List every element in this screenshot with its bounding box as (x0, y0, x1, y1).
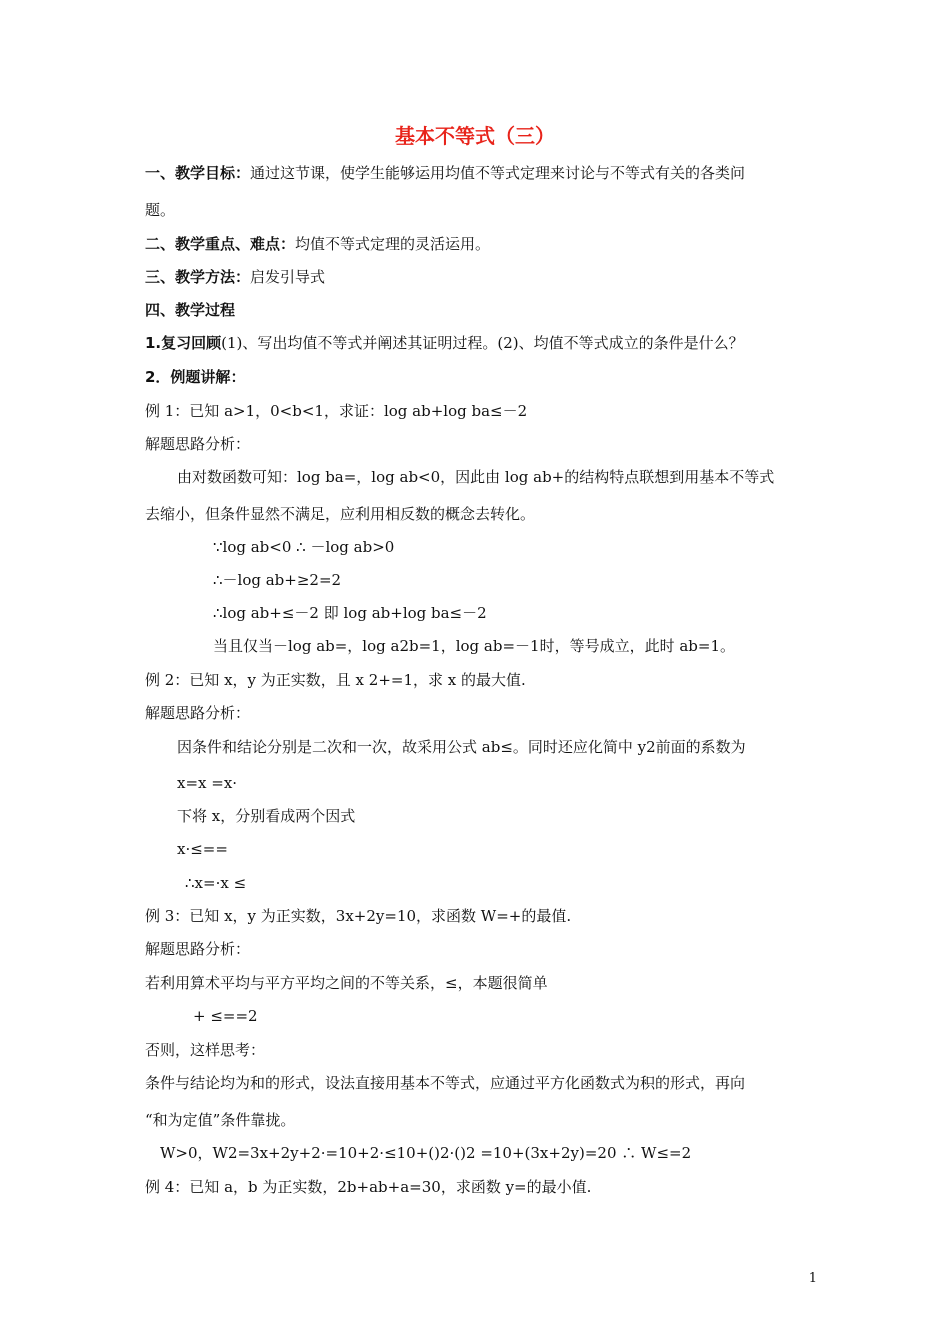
text-line: 条件与结论均为和的形式，设法直接用基本不等式，应通过平方化函数式为积的形式，再向 (145, 1074, 746, 1092)
method-label: 三、教学方法： (145, 268, 251, 286)
examples-heading: 2．例题讲解： (145, 368, 246, 386)
objectives-label: 一、教学目标： (145, 164, 251, 182)
keypoints-text: 均值不等式定理的灵活运用。 (295, 235, 491, 253)
review-line (145, 333, 815, 353)
method-text: 启发引导式 (250, 268, 326, 286)
math-line: ∵log ab<0 ∴ －log ab>0 (213, 538, 395, 556)
math-line: W>0，W2=3x+2y+2·=10+2·≤10+()2·()2 =10+(3x+2y)=20 ∴ W≤=2 (160, 1144, 692, 1162)
process-heading: 四、教学过程 (145, 301, 236, 319)
review-label: 1.复习回顾 (145, 334, 222, 352)
example-2-statement: 例 2：已知 x，y 为正实数，且 x 2+=1，求 x 的最大值. (145, 671, 526, 689)
text-line: 否则，这样思考： (145, 1041, 266, 1059)
text-line: 由对数函数可知：log ba=，log ab<0，因此由 log ab+的结构特点联想到用基本不等式 (177, 468, 775, 486)
math-line: ∴x=·x ≤ (185, 874, 247, 892)
analysis-heading-3: 解题思路分析： (145, 940, 251, 958)
objectives-line-2: 题。 (145, 201, 176, 219)
keypoints-label: 二、教学重点、难点： (145, 235, 296, 253)
keypoints-line (145, 234, 815, 254)
page-title: 基本不等式（三） (395, 124, 555, 148)
objectives-text: 通过这节课，使学生能够运用均值不等式定理来讨论与不等式有关的各类问 (250, 164, 746, 182)
example-3-statement: 例 3：已知 x，y 为正实数，3x+2y=10，求函数 W=+的最值. (145, 907, 572, 925)
analysis-heading-1: 解题思路分析： (145, 435, 251, 453)
math-line: x·≤== (177, 840, 228, 858)
page-number: 1 (808, 1271, 817, 1286)
text-line: 去缩小，但条件显然不满足，应利用相反数的概念去转化。 (145, 505, 536, 523)
math-line: ∴log ab+≤－2 即 log ab+log ba≤－2 (213, 604, 487, 622)
math-line: + ≤==2 (193, 1007, 258, 1025)
text-line: 下将 x，分别看成两个因式 (177, 807, 356, 825)
objectives-line (145, 163, 815, 183)
method-line (145, 267, 815, 287)
text-line: “和为定值”条件靠拢。 (145, 1111, 296, 1129)
math-line: x=x =x· (177, 774, 238, 792)
math-line: ∴－log ab+≥2=2 (213, 571, 342, 589)
math-line: 当且仅当－log ab=，log a2b=1，log ab=－1时，等号成立，此时 ab=1。 (213, 637, 735, 655)
review-text: (1)、写出均值不等式并阐述其证明过程。(2)、均值不等式成立的条件是什么？ (221, 334, 744, 352)
example-4-statement: 例 4：已知 a，b 为正实数，2b+ab+a=30，求函数 y=的最小值. (145, 1178, 592, 1196)
text-line: 若利用算术平均与平方平均之间的不等关系，≤，本题很简单 (145, 974, 548, 992)
example-1-statement: 例 1：已知 a>1，0<b<1，求证：log ab+log ba≤－2 (145, 402, 528, 420)
analysis-heading-2: 解题思路分析： (145, 704, 251, 722)
text-line: 因条件和结论分别是二次和一次，故采用公式 ab≤。同时还应化简中 y2前面的系数为 (177, 738, 746, 756)
